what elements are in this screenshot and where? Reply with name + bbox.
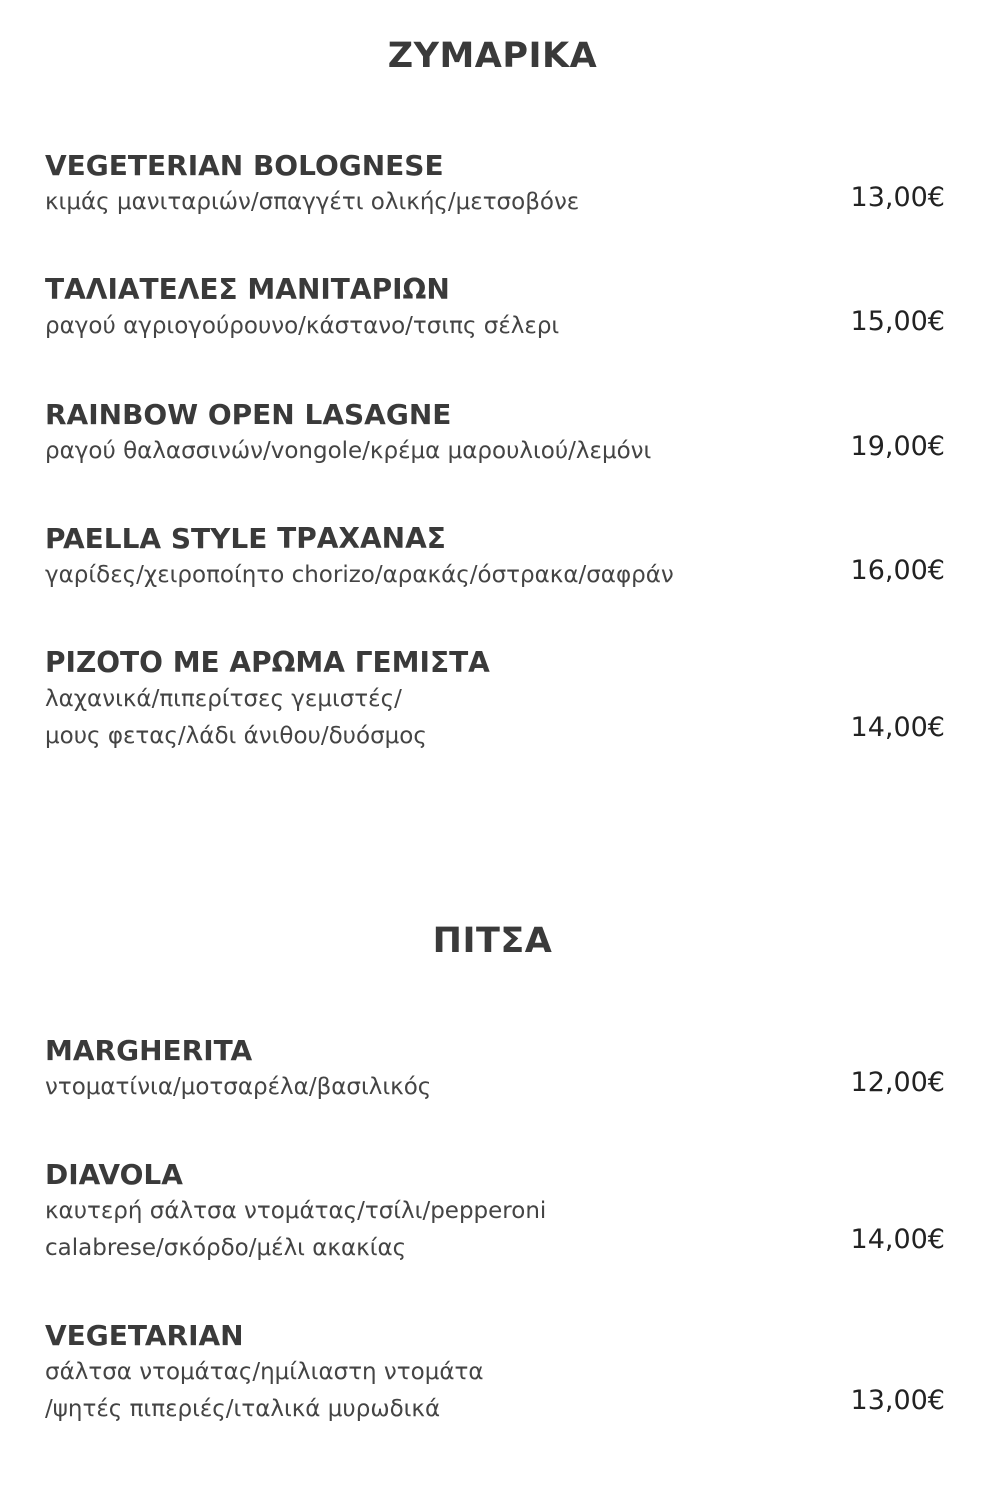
item-description: σάλτσα ντομάτας/ημίλιαστη ντομάτα <box>45 1359 484 1385</box>
menu-item-margherita <box>45 1033 945 1106</box>
item-price: 15,00€ <box>850 306 945 337</box>
item-price: 16,00€ <box>850 555 945 586</box>
menu-item-diavola <box>45 1157 945 1267</box>
item-price: 13,00€ <box>850 1385 945 1416</box>
item-name: DIAVOLA <box>45 1158 183 1191</box>
item-description: calabrese/σκόρδο/μέλι ακακίας <box>45 1235 407 1261</box>
menu-item-rainbow-lasagne <box>45 397 945 470</box>
item-name: PAELLA STYLE ΤΡΑΧΑΝΑΣ <box>45 522 446 555</box>
item-price: 14,00€ <box>850 712 945 743</box>
item-description: καυτερή σάλτσα ντομάτας/τσίλι/pepperoni <box>45 1198 547 1224</box>
item-name: VEGETARIAN <box>45 1319 244 1352</box>
item-name: ΡΙΖΟΤΟ ΜΕ ΑΡΩΜΑ ΓΕΜΙΣΤΑ <box>45 646 490 679</box>
section-title-pasta: ΖΥΜΑΡΙΚΑ <box>387 36 598 76</box>
menu-item-vegetarian <box>45 1318 945 1428</box>
item-price: 19,00€ <box>850 431 945 462</box>
item-name: VEGETERIAN BOLOGNESE <box>45 149 444 182</box>
menu-item-risotto-gemista <box>45 645 945 755</box>
menu-item-tagliatelle <box>45 272 945 345</box>
menu-item-paella-trachanas <box>45 521 945 594</box>
item-price: 13,00€ <box>850 182 945 213</box>
item-price: 12,00€ <box>850 1067 945 1098</box>
item-name: RAINBOW OPEN LASAGNE <box>45 398 452 431</box>
item-name: MARGHERITA <box>45 1034 253 1067</box>
section-title-pizza: ΠΙΤΣΑ <box>432 921 553 961</box>
item-name: ΤΑΛΙΑΤΕΛΕΣ ΜΑΝΙΤΑΡΙΩΝ <box>45 273 450 306</box>
item-description: κιμάς μανιταριών/σπαγγέτι ολικής/μετσοβόνε <box>45 189 580 215</box>
item-description: μους φετας/λάδι άνιθου/δυόσμος <box>45 723 427 749</box>
item-description: λαχανικά/πιπερίτσες γεμιστές/ <box>45 686 402 712</box>
item-description: ραγού θαλασσινών/vongole/κρέμα μαρουλιού/λεμόνι <box>45 438 652 464</box>
item-description: /ψητές πιπεριές/ιταλικά μυρωδικά <box>45 1396 441 1422</box>
item-description: γαρίδες/χειροποίητο chorizo/αρακάς/όστρακα/σαφράν <box>45 562 674 588</box>
item-description: ραγού αγριογούρουνο/κάστανο/τσιπς σέλερι <box>45 313 560 339</box>
menu-item-vegeterian-bolognese <box>45 148 945 221</box>
item-description: ντοματίνια/μοτσαρέλα/βασιλικός <box>45 1074 432 1100</box>
item-price: 14,00€ <box>850 1224 945 1255</box>
